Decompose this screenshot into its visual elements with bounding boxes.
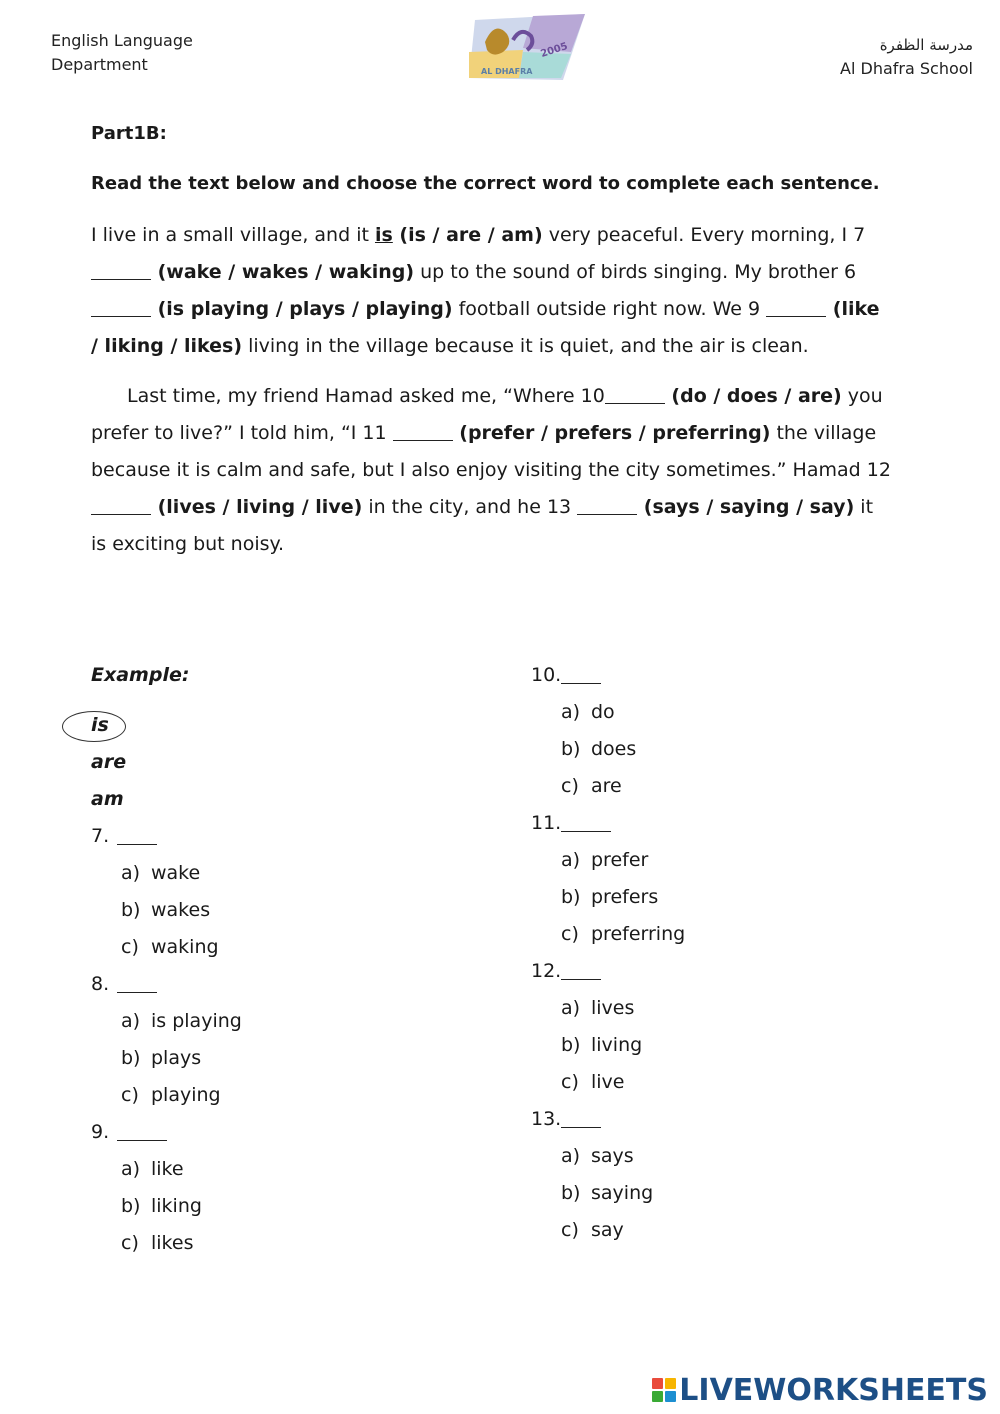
- passage-text: living in the village because it is quiet, and the air is clean.: [242, 335, 809, 357]
- passage-paragraph-1: [91, 217, 891, 365]
- question-10-option-b[interactable]: [561, 731, 636, 768]
- option-text: does: [591, 738, 637, 760]
- school-name-arabic: مدرسة الظفرة: [879, 36, 973, 54]
- school-name: [840, 33, 973, 81]
- option-letter: c): [561, 1219, 579, 1241]
- passage-text: very peaceful. Every morning, I 7: [542, 224, 866, 246]
- question-11: [531, 805, 611, 842]
- part-title: Part1B:: [91, 123, 167, 144]
- passage-text: I live in a small village, and it: [91, 224, 375, 246]
- question-12: [531, 953, 601, 990]
- question-13-option-c[interactable]: [561, 1212, 624, 1249]
- example-option-are[interactable]: are: [91, 751, 127, 773]
- option-letter: c): [561, 923, 579, 945]
- example-option-am[interactable]: am: [91, 788, 124, 810]
- option-text: like: [151, 1158, 184, 1180]
- option-text: are: [591, 775, 622, 797]
- answer-blank-10[interactable]: [605, 384, 665, 404]
- option-letter: b): [121, 899, 141, 921]
- department-line-2: Department: [51, 55, 148, 74]
- answer-blank-11[interactable]: [393, 421, 453, 441]
- instruction: Read the text below and choose the correct word to complete each sentence.: [91, 173, 880, 194]
- answer-blank-13[interactable]: [577, 495, 637, 515]
- option-text: waking: [151, 936, 219, 958]
- question-number: 13.: [531, 1108, 562, 1130]
- option-text: playing: [151, 1084, 221, 1106]
- passage-text: it is exciting but noisy.: [91, 496, 874, 555]
- option-text: wake: [151, 862, 201, 884]
- question-number: 9.: [91, 1121, 110, 1143]
- question-11-option-a[interactable]: [561, 842, 648, 879]
- option-text: wakes: [151, 899, 211, 921]
- question-8-option-c[interactable]: [121, 1077, 221, 1114]
- option-text: living: [591, 1034, 643, 1056]
- question-number: 7.: [91, 825, 110, 847]
- passage-text: up to the sound of birds singing. My brother 6: [414, 261, 857, 283]
- question-9-option-b[interactable]: [121, 1188, 202, 1225]
- option-text: prefer: [591, 849, 649, 871]
- question-8-option-b[interactable]: [121, 1040, 201, 1077]
- option-text: say: [591, 1219, 624, 1241]
- question-11-option-b[interactable]: [561, 879, 658, 916]
- answer-line-10[interactable]: [561, 667, 601, 684]
- logo-name: AL DHAFRA: [481, 67, 533, 76]
- question-12-option-c[interactable]: [561, 1064, 625, 1101]
- department-line-1: English Language: [51, 31, 193, 50]
- option-letter: a): [121, 1010, 141, 1032]
- option-text: saying: [591, 1182, 654, 1204]
- option-text: do: [591, 701, 615, 723]
- option-text: liking: [151, 1195, 202, 1217]
- question-8-option-a[interactable]: [121, 1003, 242, 1040]
- passage-text: the village because it is calm and safe, but I also enjoy visiting the city sometimes.” Hamad 12: [91, 422, 891, 481]
- question-number: 12.: [531, 960, 562, 982]
- answer-line-11[interactable]: [561, 815, 611, 832]
- answer-line-9[interactable]: [117, 1124, 167, 1141]
- option-text: says: [591, 1145, 634, 1167]
- option-letter: c): [561, 775, 579, 797]
- option-letter: c): [121, 936, 139, 958]
- passage-text: in the city, and he 13: [362, 496, 578, 518]
- question-7-option-c[interactable]: [121, 929, 219, 966]
- question-10-option-a[interactable]: [561, 694, 615, 731]
- choice-options-10: (do / does / are): [664, 385, 842, 407]
- question-7: [91, 818, 157, 855]
- choice-options-12: (lives / living / live): [151, 496, 363, 518]
- department-label: [51, 29, 193, 77]
- question-number: 11.: [531, 812, 562, 834]
- question-10-option-c[interactable]: [561, 768, 622, 805]
- option-letter: a): [561, 701, 581, 723]
- answer-line-12[interactable]: [561, 963, 601, 980]
- liveworksheets-brand: [651, 1370, 988, 1410]
- option-text: live: [591, 1071, 625, 1093]
- option-letter: a): [561, 849, 581, 871]
- school-name-english: Al Dhafra School: [840, 59, 973, 78]
- option-letter: b): [561, 1034, 581, 1056]
- question-9-option-a[interactable]: [121, 1151, 184, 1188]
- answer-line-13[interactable]: [561, 1111, 601, 1128]
- question-9-option-c[interactable]: [121, 1225, 193, 1262]
- option-letter: c): [121, 1232, 139, 1254]
- passage-text: Last time, my friend Hamad asked me, “Where 10: [127, 385, 605, 407]
- example-option-is[interactable]: is: [91, 714, 109, 736]
- question-13-option-a[interactable]: [561, 1138, 634, 1175]
- question-7-option-b[interactable]: [121, 892, 210, 929]
- question-12-option-b[interactable]: [561, 1027, 642, 1064]
- question-10: [531, 657, 601, 694]
- passage-paragraph-2: [91, 378, 891, 563]
- choice-options-7: (wake / wakes / waking): [151, 261, 415, 283]
- example-answer: is: [374, 224, 393, 246]
- question-number: 8.: [91, 973, 110, 995]
- choice-options-6: (is playing / plays / playing): [151, 298, 453, 320]
- option-letter: b): [561, 886, 581, 908]
- answer-line-7[interactable]: [117, 828, 157, 845]
- option-text: lives: [591, 997, 635, 1019]
- option-letter: a): [561, 997, 581, 1019]
- question-13-option-b[interactable]: [561, 1175, 653, 1212]
- option-letter: c): [121, 1084, 139, 1106]
- option-letter: c): [561, 1071, 579, 1093]
- option-text: prefers: [591, 886, 659, 908]
- choice-options-9: (like / liking / likes): [91, 298, 880, 357]
- option-text: plays: [151, 1047, 202, 1069]
- passage-text: football outside right now. We 9: [452, 298, 767, 320]
- option-text: is playing: [151, 1010, 242, 1032]
- option-letter: a): [121, 1158, 141, 1180]
- option-letter: b): [561, 1182, 581, 1204]
- option-letter: b): [121, 1047, 141, 1069]
- question-7-option-a[interactable]: [121, 855, 200, 892]
- liveworksheets-wordmark: LIVEWORKSHEETS: [679, 1372, 988, 1408]
- question-8: [91, 966, 157, 1003]
- option-letter: b): [121, 1195, 141, 1217]
- passage-text: you prefer to live?” I told him, “I 11: [91, 385, 883, 444]
- option-text: likes: [151, 1232, 194, 1254]
- answer-blank-9[interactable]: [766, 297, 826, 317]
- question-13: [531, 1101, 601, 1138]
- logo-year: 2005: [539, 40, 570, 60]
- choice-options-11: (prefer / prefers / preferring): [452, 422, 771, 444]
- answer-blank-6[interactable]: [91, 297, 151, 317]
- choice-options-example: (is / are / am): [392, 224, 543, 246]
- school-logo: [463, 12, 588, 82]
- liveworksheets-logo-icon: [651, 1377, 677, 1403]
- example-label: Example:: [91, 664, 190, 686]
- option-letter: b): [561, 738, 581, 760]
- question-9: [91, 1114, 167, 1151]
- choice-options-13: (says / saying / say): [637, 496, 855, 518]
- option-text: preferring: [591, 923, 686, 945]
- option-letter: a): [121, 862, 141, 884]
- option-letter: a): [561, 1145, 581, 1167]
- answer-line-8[interactable]: [117, 976, 157, 993]
- answer-blank-7[interactable]: [91, 260, 151, 280]
- answer-blank-12[interactable]: [91, 495, 151, 515]
- question-12-option-a[interactable]: [561, 990, 634, 1027]
- question-number: 10.: [531, 664, 562, 686]
- question-11-option-c[interactable]: [561, 916, 685, 953]
